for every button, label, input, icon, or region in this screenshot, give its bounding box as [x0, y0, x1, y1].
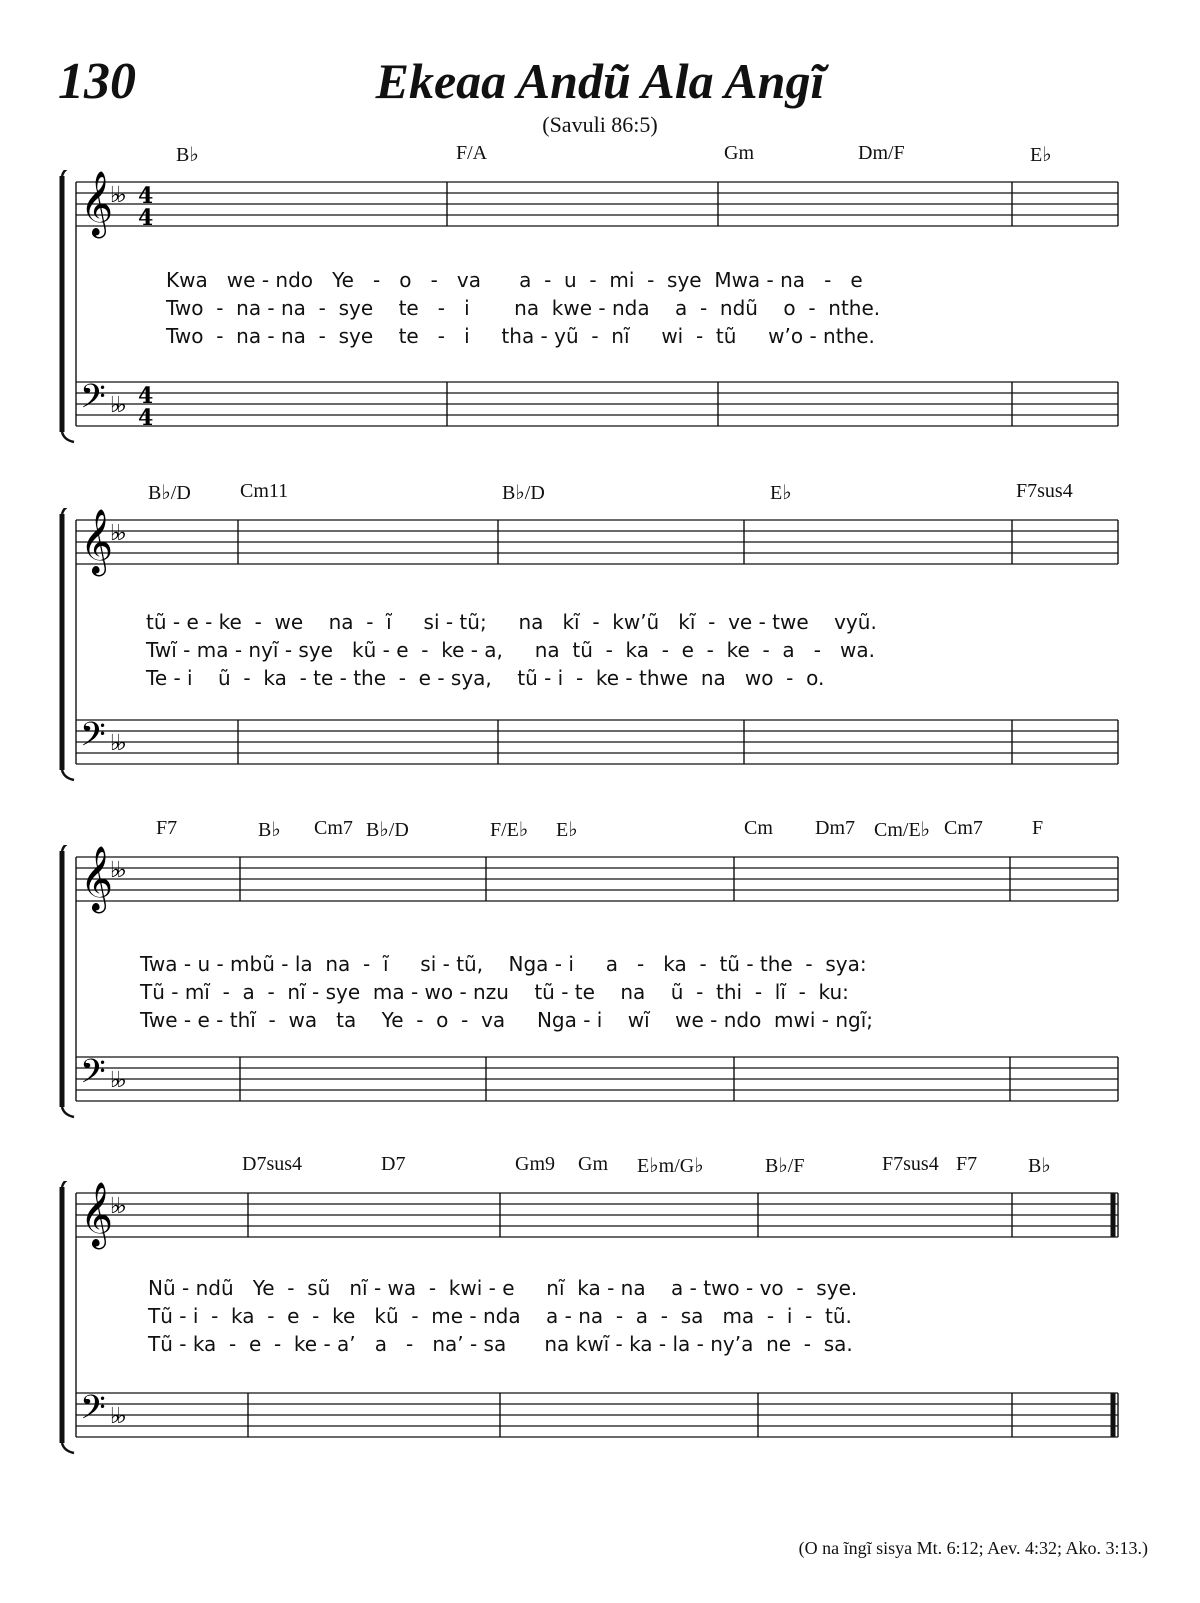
lyric-verse-2: Two - na - na - sye te - i na kwe - nda a - ndũ o - nthe. [166, 296, 881, 320]
hymn-number: 130 [58, 53, 136, 110]
chord-symbol: F [1032, 817, 1044, 839]
footer-references: (O na ĩngĩ sisya Mt. 6:12; Aev. 4:32; Ako. 3:13.) [798, 1538, 1148, 1558]
chord-symbol: F7 [156, 817, 178, 839]
lyric-verse-3: Tũ - ka - e - ke - a’ a - na’ - sa na kwĩ - ka - la - ny’a ne - sa. [148, 1332, 853, 1356]
key-signature-icon: ♭♭ [110, 393, 123, 418]
chord-symbol: B♭ [258, 819, 281, 841]
chord-symbol: B♭/D [148, 482, 191, 504]
treble-clef-icon: 𝄞 [80, 171, 114, 236]
treble-clef-icon: 𝄞 [80, 846, 114, 911]
lyric-verse-1: tũ - e - ke - we na - ĩ si - tũ; na kĩ - kw’ũ kĩ - ve - twe vyũ. [146, 610, 877, 634]
system-bracket [62, 1443, 74, 1453]
lyric-verse-2: Tũ - mĩ - a - nĩ - sye ma - wo - nzu tũ - te na ũ - thi - lĩ - ku: [140, 980, 849, 1004]
system-bracket [62, 845, 74, 851]
key-signature-icon: ♭♭ [110, 1194, 123, 1219]
hymn-title: Ekeaa Andũ Ala Angĩ [375, 53, 825, 109]
system-bracket [62, 432, 74, 442]
bass-clef-icon: 𝄢 [80, 1389, 106, 1435]
chord-symbol: E♭ [1030, 144, 1052, 166]
treble-clef-icon: 𝄞 [80, 509, 114, 574]
lyric-verse-3: Two - na - na - sye te - i tha - yũ - nĩ wi - tũ w’o - nthe. [166, 324, 875, 348]
chord-symbol: E♭m/G♭ [637, 1155, 704, 1177]
chord-symbol: F7sus4 [1016, 480, 1073, 502]
chord-symbol: Cm7 [944, 817, 983, 839]
system-bracket [62, 770, 74, 780]
treble-clef-icon: 𝄞 [80, 1182, 114, 1247]
lyric-verse-1: Kwa we - ndo Ye - o - va a - u - mi - sye Mwa - na - e [166, 268, 863, 292]
chord-symbol: Gm [724, 142, 754, 164]
chord-symbol: B♭/D [502, 482, 545, 504]
chord-symbol: Cm [744, 817, 773, 839]
chord-symbol: Cm7 [314, 817, 353, 839]
system-bracket [62, 508, 74, 514]
chord-symbol: F7sus4 [882, 1153, 939, 1175]
lyric-verse-2: Tũ - i - ka - e - ke kũ - me - nda a - na - a - sa ma - i - tũ. [148, 1304, 852, 1328]
lyric-verse-3: Twe - e - thĩ - wa ta Ye - o - va Nga - i wĩ we - ndo mwi - ngĩ; [140, 1008, 874, 1032]
time-signature-icon: 4 [138, 383, 154, 409]
key-signature-icon: ♭♭ [110, 521, 123, 546]
key-signature-icon: ♭♭ [110, 858, 123, 883]
chord-symbol: B♭ [1028, 1155, 1051, 1177]
chord-symbol: B♭ [176, 144, 199, 166]
chord-symbol: Gm9 [515, 1153, 555, 1175]
chord-symbol: Dm7 [815, 817, 855, 839]
lyric-verse-1: Twa - u - mbũ - la na - ĩ si - tũ, Nga - i a - ka - tũ - the - sya: [140, 952, 867, 976]
lyric-verse-3: Te - i ũ - ka - te - the - e - sya, tũ - i - ke - thwe na wo - o. [146, 666, 825, 690]
chord-symbol: Gm [578, 1153, 608, 1175]
lyric-verse-1: Nũ - ndũ Ye - sũ nĩ - wa - kwi - e nĩ ka - na a - two - vo - sye. [148, 1276, 858, 1300]
chord-symbol: Cm11 [240, 480, 289, 502]
chord-symbol: B♭/D [366, 819, 409, 841]
key-signature-icon: ♭♭ [110, 183, 123, 208]
chord-symbol: D7sus4 [242, 1153, 303, 1175]
key-signature-icon: ♭♭ [110, 1068, 123, 1093]
bass-clef-icon: 𝄢 [80, 378, 106, 424]
time-signature-icon: 4 [138, 405, 154, 431]
time-signature-icon: 4 [138, 183, 154, 209]
system-bracket [62, 1181, 74, 1187]
chord-symbol: F7 [956, 1153, 978, 1175]
bass-clef-icon: 𝄢 [80, 1053, 106, 1099]
scripture-reference: (Savuli 86:5) [542, 112, 658, 137]
key-signature-icon: ♭♭ [110, 731, 123, 756]
chord-symbol: F/E♭ [490, 819, 529, 841]
time-signature-icon: 4 [138, 205, 154, 231]
chord-symbol: E♭ [770, 482, 792, 504]
chord-symbol: D7 [381, 1153, 406, 1175]
chord-symbol: F/A [456, 142, 488, 164]
chord-symbol: Dm/F [858, 142, 905, 164]
bass-clef-icon: 𝄢 [80, 716, 106, 762]
chord-symbol: B♭/F [765, 1155, 805, 1177]
system-bracket [62, 1107, 74, 1117]
system-bracket [62, 170, 74, 176]
key-signature-icon: ♭♭ [110, 1404, 123, 1429]
chord-symbol: Cm/E♭ [874, 819, 931, 841]
lyric-verse-2: Twĩ - ma - nyĩ - sye kũ - e - ke - a, na tũ - ka - e - ke - a - wa. [146, 638, 876, 662]
chord-symbol: E♭ [556, 819, 578, 841]
